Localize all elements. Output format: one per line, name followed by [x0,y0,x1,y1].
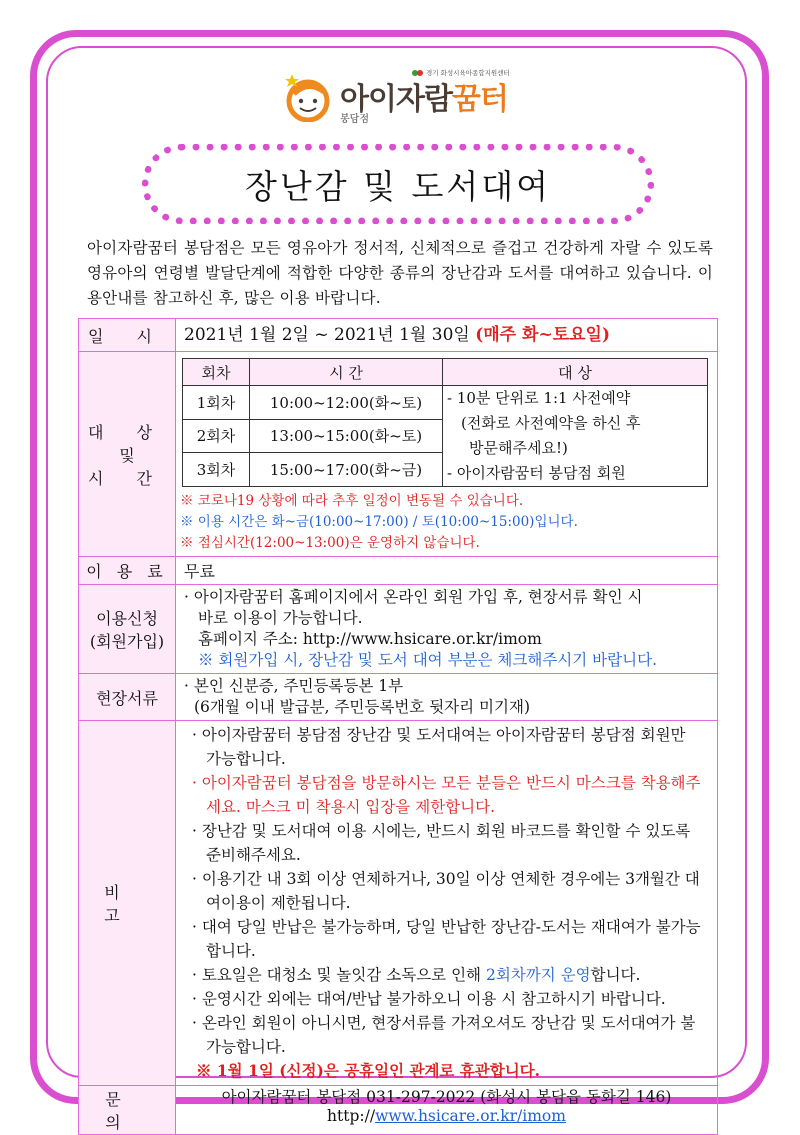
homepage-address: 홈페이지 주소: http://www.hsicare.or.kr/imom [198,630,542,648]
holiday-notice: ※ 1월 1일 (신정)은 공휴일인 관계로 휴관합니다. [196,1061,541,1080]
apply-label-line1: 이용신청 [96,609,158,628]
date-label [79,319,176,352]
title-box [142,144,654,224]
schedule-note: ※ 이용 시간은 화~금(10:00~17:00) / 토(10:00~15:00)입니다. [180,514,578,530]
session-time: 13:00~15:00(화~토) [250,419,443,453]
fee-label-text: 이 용 료 [86,562,168,581]
smiling-face-icon [284,72,336,122]
target-cell [443,386,708,487]
docs-value [176,674,718,721]
remark-item-mask: · 아이자람꿈터 봉담점을 방문하시는 모든 분들은 반드시 마스크를 착용해주세요. 마스크 미 착용시 입장을 제한합니다. [192,774,701,816]
fee-value: 무료 [176,557,718,585]
schedule-row [183,386,708,420]
contact-line: 아이자람꿈터 봉담점 031-297-2022 (화성시 봉담읍 동화길 146) [221,1088,672,1106]
schedule-note: ※ 점심시간(12:00~13:00)은 운영하지 않습니다. [180,535,480,551]
apply-label [79,585,176,674]
remark-item: · 온라인 회원이 아니시면, 현장서류를 가져오셔도 장난감 및 도서대여가 불가능합니다. [192,1014,696,1056]
docs-label: 현장서류 [79,674,176,721]
session-time: 10:00~12:00(화~토) [250,386,443,420]
session-round: 3회차 [183,453,250,487]
header-round: 회차 [183,359,250,386]
date-highlight: (매주 화~토요일) [475,325,611,345]
remarks-label [79,721,176,1086]
contact-url [184,1107,709,1126]
contact-label [79,1086,176,1135]
row-fee [79,557,718,585]
target-line: (전화로 사전예약을 하신 후 [461,414,641,432]
session-time: 15:00~17:00(화~금) [250,453,443,487]
row-remarks [79,721,718,1086]
contact-label-text: 문 의 [105,1090,149,1132]
contact-value [176,1086,718,1135]
target-line: - 아이자람꿈터 봉담점 회원 [447,464,626,482]
header-target: 대 상 [443,359,708,386]
org-text: 경기 화성시육아종합지원센터 [426,69,510,77]
schedule-header-row [183,359,708,386]
date-range: 2021년 1월 2일 ~ 2021년 1월 30일 [184,325,470,345]
logo [282,64,522,126]
logo-branch: 봉담점 [340,114,369,125]
target-line: - 10분 단위로 1:1 사전예약 [447,389,631,407]
apply-note: ※ 회원가입 시, 장난감 및 도서 대여 부분은 체크해주시기 바랍니다. [198,651,657,669]
session-round: 1회차 [183,386,250,420]
row-date [79,319,718,352]
info-table [78,318,718,1135]
schedule-note: ※ 코로나19 상황에 따라 추후 일정이 변동될 수 있습니다. [180,493,524,509]
url-prefix: http:// [327,1107,376,1125]
date-label-text: 일 시 [88,326,166,346]
apply-line: 바로 이용이 가능합니다. [198,609,363,627]
homepage-link[interactable]: www.hsicare.or.kr/imom [375,1107,566,1125]
row-apply [79,585,718,674]
saturday-pre: · 토요일은 대청소 및 놀잇감 소독으로 인해 [192,966,486,984]
schedule-label-line2: 및 [119,445,135,465]
remark-item: · 아이자람꿈터 봉담점 장난감 및 도서대여는 아이자람꿈터 봉담점 회원만 가능합니다. [192,726,686,768]
schedule-label-line1: 대 상 [88,422,166,442]
saturday-post: 합니다. [590,966,641,984]
remark-item: · 대여 당일 반납은 불가능하며, 당일 반납한 장난감-도서는 재대여가 불가능합니다. [192,918,701,960]
remarks-value [176,721,718,1086]
schedule-value [176,352,718,557]
schedule-label [79,352,176,557]
row-contact [79,1086,718,1135]
logo-name-part2: 꿈터 [451,82,508,117]
intro-text: 아이자람꿈터 봉담점은 모든 영유아가 정서적, 신체적으로 즐겁고 건강하게 자랄 수 있도록 영유아의 연령별 발달단계에 적합한 다양한 종류의 장난감과 도서를 대여하고 있습니다. 이용안내를 참고하신 후, 많은 이용 바랍니다. [87,239,713,307]
row-docs [79,674,718,721]
date-value [176,319,718,352]
schedule-label-line3: 시 간 [88,468,166,488]
schedule-table [182,358,708,487]
remark-item: · 이용기간 내 3회 이상 연체하거나, 30일 이상 연체한 경우에는 3개월간 대여이용이 제한됩니다. [192,870,700,912]
remark-item: · 운영시간 외에는 대여/반납 불가하오니 이용 시 참고하시기 바랍니다. [192,990,666,1008]
remark-item: · 장난감 및 도서대여 이용 시에는, 반드시 회원 바코드를 확인할 수 있도록 준비해주세요. [192,822,691,864]
row-schedule [79,352,718,557]
logo-name-part1: 아이자람 [340,82,452,117]
apply-value [176,585,718,674]
docs-line: (6개월 이내 발급분, 주민등록번호 뒷자리 미기재) [194,698,531,716]
saturday-highlight: 2회차까지 운영 [485,966,591,984]
page-title: 장난감 및 도서대여 [244,166,551,206]
session-round: 2회차 [183,419,250,453]
docs-line: · 본인 신분증, 주민등록등본 1부 [184,677,404,695]
fee-label [79,557,176,585]
remarks-label-text: 비 고 [104,883,150,925]
target-line: 방문해주세요!) [469,439,568,457]
remark-item-saturday [192,963,703,987]
apply-line: · 아이자람꿈터 홈페이지에서 온라인 회원 가입 후, 현장서류 확인 시 [184,588,643,606]
header-time: 시 간 [250,359,443,386]
apply-label-line2: (회원가입) [89,632,165,651]
